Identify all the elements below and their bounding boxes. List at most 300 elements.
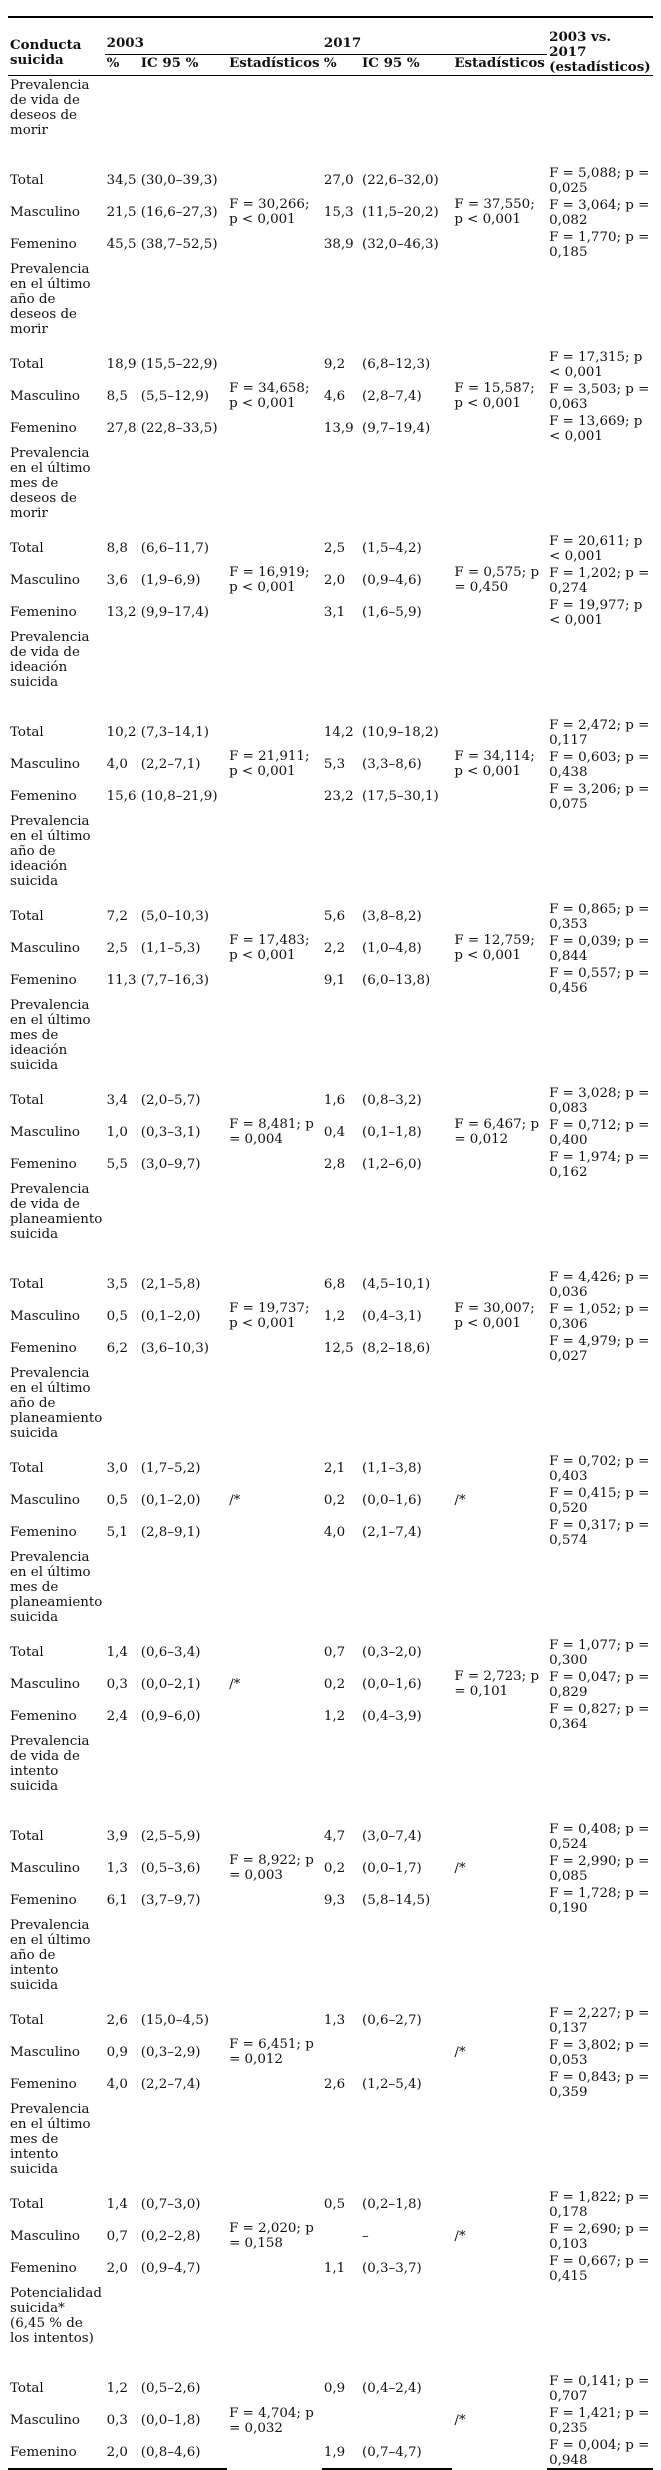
comparison-stat: F = 1,770; p = 0,185: [549, 230, 650, 260]
empty-cell: [360, 260, 452, 348]
ci-2017: (1,2–5,4): [362, 2076, 422, 2092]
empty-cell: [360, 1916, 452, 2004]
row-label: Femenino: [10, 1340, 77, 1356]
ci-2003: (38,7–52,5): [140, 236, 218, 252]
comparison-stat: F = 3,206; p = 0,075: [549, 782, 650, 812]
pct-2003: 1,4: [106, 1644, 128, 1660]
empty-cell: [227, 1548, 322, 1636]
empty-cell: [322, 1916, 360, 2004]
table-row: [8, 1484, 653, 1516]
ci-2003: (2,2–7,4): [140, 2076, 201, 2092]
ci-2003: (0,0–2,1): [140, 1676, 201, 1692]
empty-cell: [227, 2100, 322, 2188]
table-row: [8, 1636, 653, 1668]
pct-2017: 12,5: [323, 1340, 354, 1356]
ci-2017: (0,7–4,7): [360, 2436, 452, 2469]
empty-cell: [452, 1732, 547, 1820]
ci-2017: (0,4–3,1): [362, 1308, 422, 1324]
stats-2003: F = 8,481; p = 0,004: [229, 1117, 314, 1147]
section-header-row: [8, 76, 653, 165]
stats-2017: /*: [454, 2228, 466, 2244]
table-row: [8, 228, 653, 260]
header-ci-2017: IC 95 %: [360, 55, 452, 76]
ci-2003: (15,5–22,9): [140, 356, 218, 372]
empty-cell: [547, 2284, 653, 2372]
empty-cell: [105, 628, 139, 716]
section-header-row: [8, 2100, 653, 2188]
stats-2003: F = 6,451; p = 0,012: [229, 2037, 314, 2067]
empty-cell: [105, 996, 139, 1084]
ci-2017: (0,1–1,8): [362, 1124, 422, 1140]
pct-2003: 0,9: [106, 2044, 128, 2060]
pct-2017: 0,2: [323, 1676, 346, 1692]
stats-2017: /*: [454, 1860, 466, 1876]
stats-2003: F = 19,737; p < 0,001: [229, 1301, 310, 1331]
row-label: Femenino: [10, 788, 77, 804]
ci-2017: (1,6–5,9): [362, 604, 422, 620]
comparison-stat: F = 0,408; p = 0,524: [549, 1822, 650, 1852]
row-label: Total: [10, 2196, 44, 2212]
row-label: Masculino: [10, 940, 80, 956]
comparison-stat: F = 2,227; p = 0,137: [549, 2006, 650, 2036]
row-label: Total: [10, 2380, 44, 2396]
pct-2003: 45,5: [106, 236, 137, 252]
comparison-stat: F = 13,669; p < 0,001: [549, 414, 643, 444]
table-row: [8, 2252, 653, 2284]
empty-cell: [227, 1916, 322, 2004]
ci-2017: (6,8–12,3): [362, 356, 431, 372]
table-row: [8, 380, 653, 412]
ci-2003: (6,6–11,7): [140, 540, 210, 556]
pct-2017: 2,8: [323, 1156, 346, 1172]
ci-2003: (1,1–5,3): [140, 940, 201, 956]
ci-2003: (5,0–10,3): [140, 908, 210, 924]
ci-2003: (0,0–1,8): [140, 2412, 201, 2428]
ci-2017: (5,8–14,5): [362, 1892, 431, 1908]
ci-2003: (0,3–3,1): [140, 1124, 201, 1140]
comparison-stat: F = 0,004; p = 0,948: [547, 2436, 653, 2469]
row-label: Total: [10, 1276, 44, 1292]
ci-2003: (1,7–5,2): [140, 1460, 201, 1476]
pct-2003: 2,0: [105, 2436, 139, 2469]
pct-2003: 1,2: [106, 2380, 128, 2396]
empty-cell: [547, 628, 653, 716]
ci-2017: (11,5–20,2): [362, 204, 439, 220]
empty-cell: [547, 1548, 653, 1636]
row-label: Masculino: [10, 204, 80, 220]
comparison-stat: F = 3,028; p = 0,083: [549, 1086, 650, 1116]
pct-2017: 38,9: [323, 236, 354, 252]
ci-2003: (9,9–17,4): [140, 604, 210, 620]
pct-2017: 4,7: [323, 1828, 346, 1844]
pct-2003: 0,5: [106, 1492, 128, 1508]
ci-2003: (2,2–7,1): [140, 756, 201, 772]
header-pct-2017: %: [322, 55, 360, 76]
section-header-row: [8, 628, 653, 716]
pct-2003: 5,5: [106, 1156, 128, 1172]
row-label: Total: [10, 1460, 44, 1476]
comparison-stat: F = 0,557; p = 0,456: [549, 966, 650, 996]
ci-2017: (2,1–7,4): [362, 1524, 422, 1540]
pct-2003: 3,9: [106, 1828, 128, 1844]
empty-cell: [547, 1732, 653, 1820]
ci-2017: (0,2–1,8): [362, 2196, 422, 2212]
empty-cell: [105, 2100, 139, 2188]
pct-2003: 3,4: [106, 1092, 128, 1108]
header-stats-2003: Estadísticos: [227, 55, 322, 76]
pct-2003: 0,3: [106, 2412, 128, 2428]
table-row: [8, 716, 653, 748]
comparison-stat: F = 1,728; p = 0,190: [549, 1886, 650, 1916]
empty-cell: [547, 812, 653, 900]
empty-cell: [105, 2284, 139, 2372]
stats-2003: F = 8,922; p = 0,003: [229, 1853, 314, 1883]
comparison-stat: F = 0,827; p = 0,364: [549, 1702, 650, 1732]
table-row: [8, 2436, 653, 2469]
empty-cell: [139, 996, 227, 1084]
row-label: Total: [10, 1092, 44, 1108]
empty-cell: [227, 444, 322, 532]
row-label: Femenino: [8, 2436, 105, 2469]
table-row: [8, 1084, 653, 1116]
empty-cell: [322, 1364, 360, 1452]
pct-2017: 2,0: [323, 572, 346, 588]
empty-cell: [322, 1180, 360, 1268]
stats-2017: F = 12,759; p < 0,001: [454, 933, 535, 963]
pct-2003: 11,3: [106, 972, 137, 988]
pct-2003: 15,6: [106, 788, 137, 804]
stats-2003: F = 21,911; p < 0,001: [229, 749, 310, 779]
row-label: Masculino: [10, 756, 80, 772]
empty-cell: [139, 812, 227, 900]
empty-cell: [452, 1916, 547, 2004]
pct-2003: 21,5: [106, 204, 137, 220]
table-row: [8, 2404, 653, 2436]
stats-2003: /*: [229, 1492, 241, 1508]
pct-2017: 1,6: [323, 1092, 346, 1108]
pct-2017: 0,7: [323, 1644, 346, 1660]
empty-cell: [227, 1732, 322, 1820]
comparison-stat: F = 1,052; p = 0,306: [549, 1302, 650, 1332]
empty-cell: [227, 2284, 322, 2372]
empty-cell: [139, 444, 227, 532]
empty-cell: [322, 1548, 360, 1636]
stats-2003: F = 16,919; p < 0,001: [229, 565, 310, 595]
table-row: [8, 2372, 653, 2404]
table-row: [8, 2004, 653, 2036]
empty-cell: [105, 1364, 139, 1452]
stats-2017: /*: [454, 2044, 466, 2060]
empty-cell: [105, 1732, 139, 1820]
comparison-stat: F = 0,712; p = 0,400: [549, 1118, 650, 1148]
pct-2017: 3,1: [323, 604, 346, 620]
pct-2017: 23,2: [323, 788, 354, 804]
comparison-stat: F = 1,202; p = 0,274: [549, 566, 650, 596]
section-title: Prevalencia de vida de planeamiento suicida: [10, 1182, 103, 1242]
table-row: [8, 532, 653, 564]
empty-cell: [322, 76, 360, 165]
empty-cell: [139, 628, 227, 716]
ci-2003: (0,1–2,0): [140, 1492, 201, 1508]
empty-cell: [547, 444, 653, 532]
ci-2017: [360, 2404, 452, 2436]
comparison-stat: F = 1,974; p = 0,162: [549, 1150, 650, 1180]
empty-cell: [105, 260, 139, 348]
section-title: Prevalencia de vida de ideación suicida: [10, 630, 90, 690]
comparison-stat: F = 1,822; p = 0,178: [549, 2190, 650, 2220]
empty-cell: [452, 444, 547, 532]
ci-2003: (2,0–5,7): [140, 1092, 201, 1108]
table-row: [8, 196, 653, 228]
pct-2017: 2,6: [323, 2076, 346, 2092]
empty-cell: [322, 628, 360, 716]
ci-2017: (2,8–7,4): [362, 388, 422, 404]
pct-2017: 13,9: [323, 420, 354, 436]
comparison-stat: F = 4,426; p = 0,036: [549, 1270, 650, 1300]
table-row: [8, 1116, 653, 1148]
ci-2003: (0,9–6,0): [140, 1708, 201, 1724]
table-row: [8, 2036, 653, 2068]
table-row: [8, 412, 653, 444]
ci-2017: (8,2–18,6): [362, 1340, 431, 1356]
row-label: Femenino: [10, 1524, 77, 1540]
empty-cell: [360, 444, 452, 532]
pct-2017: 9,2: [323, 356, 346, 372]
section-title: Prevalencia en el último mes de intento suicida: [10, 2102, 91, 2177]
row-label: Femenino: [10, 236, 77, 252]
comparison-stat: F = 0,702; p = 0,403: [549, 1454, 650, 1484]
pct-2017: 1,1: [323, 2260, 346, 2276]
comparison-stat: F = 2,472; p = 0,117: [549, 718, 650, 748]
empty-cell: [547, 996, 653, 1084]
pct-2017: 2,2: [323, 940, 346, 956]
ci-2003: (7,3–14,1): [140, 724, 210, 740]
empty-cell: [322, 2284, 360, 2372]
table-row: [8, 748, 653, 780]
stats-2003: F = 2,020; p = 0,158: [229, 2221, 314, 2251]
ci-2017: (0,0–1,6): [362, 1492, 422, 1508]
empty-cell: [139, 1732, 227, 1820]
pct-2003: 6,1: [106, 1892, 128, 1908]
pct-2003: 0,3: [106, 1676, 128, 1692]
comparison-stat: F = 0,039; p = 0,844: [549, 934, 650, 964]
stats-2003: F = 17,483; p < 0,001: [229, 933, 310, 963]
pct-2017: 0,9: [323, 2380, 346, 2396]
empty-cell: [547, 1916, 653, 2004]
pct-2003: 1,4: [106, 2196, 128, 2212]
ci-2017: (17,5–30,1): [362, 788, 439, 804]
empty-cell: [360, 1364, 452, 1452]
section-title: Prevalencia de vida de intento suicida: [10, 1734, 90, 1794]
header-ci-2003: IC 95 %: [139, 55, 227, 76]
empty-cell: [547, 1180, 653, 1268]
section-title: Prevalencia en el último año de planeamiento suicida: [10, 1366, 103, 1441]
section-header-row: [8, 812, 653, 900]
empty-cell: [547, 1364, 653, 1452]
table-row: [8, 1668, 653, 1700]
ci-2003: (0,5–3,6): [140, 1860, 201, 1876]
ci-2017: (3,0–7,4): [362, 1828, 422, 1844]
empty-cell: [322, 260, 360, 348]
empty-cell: [227, 996, 322, 1084]
empty-cell: [105, 1916, 139, 2004]
table-row: [8, 348, 653, 380]
ci-2017: (0,0–1,6): [362, 1676, 422, 1692]
empty-cell: [452, 76, 547, 165]
empty-cell: [139, 1180, 227, 1268]
pct-2003: 0,7: [106, 2228, 128, 2244]
stats-2017: F = 37,550; p < 0,001: [454, 197, 535, 227]
row-label: Masculino: [10, 1124, 80, 1140]
pct-2003: 8,5: [106, 388, 128, 404]
empty-cell: [322, 812, 360, 900]
stats-2003: F = 34,658; p < 0,001: [229, 381, 310, 411]
empty-cell: [452, 1548, 547, 1636]
section-header-row: [8, 1732, 653, 1820]
pct-2003: 2,6: [106, 2012, 128, 2028]
ci-2003: (3,7–9,7): [140, 1892, 201, 1908]
ci-2003: (2,8–9,1): [140, 1524, 201, 1540]
section-header-row: [8, 444, 653, 532]
row-label: Femenino: [10, 604, 77, 620]
pct-2003: 7,2: [106, 908, 128, 924]
ci-2017: (1,5–4,2): [362, 540, 422, 556]
header-conducta-suicida: Conducta suicida: [8, 17, 105, 76]
table-body: [8, 76, 653, 2470]
empty-cell: [322, 996, 360, 1084]
pct-2003: 3,5: [106, 1276, 128, 1292]
comparison-stat: F = 0,667; p = 0,415: [549, 2254, 650, 2284]
header-year-2003: 2003: [105, 17, 322, 55]
stats-2017: F = 6,467; p = 0,012: [454, 1117, 540, 1147]
ci-2017: (9,7–19,4): [362, 420, 431, 436]
table-row: [8, 1700, 653, 1732]
ci-2003: (22,8–33,5): [140, 420, 218, 436]
table-row: [8, 564, 653, 596]
empty-cell: [452, 1180, 547, 1268]
pct-2017: 5,6: [323, 908, 346, 924]
section-header-row: [8, 2284, 653, 2372]
ci-2003: (1,9–6,9): [140, 572, 201, 588]
pct-2003: 3,6: [106, 572, 128, 588]
ci-2003: (3,0–9,7): [140, 1156, 201, 1172]
empty-cell: [139, 1916, 227, 2004]
stats-2003: F = 4,704; p = 0,032: [229, 2405, 314, 2436]
pct-2017: 9,1: [323, 972, 346, 988]
row-label: Masculino: [10, 1492, 80, 1508]
table-row: [8, 1852, 653, 1884]
empty-cell: [105, 1548, 139, 1636]
comparison-stat: F = 1,421; p = 0,235: [549, 2406, 650, 2436]
table-row: [8, 964, 653, 996]
pct-2017: 2,5: [323, 540, 346, 556]
comparison-stat: F = 0,047; p = 0,829: [549, 1670, 650, 1700]
table-row: [8, 932, 653, 964]
empty-cell: [139, 1364, 227, 1452]
pct-2003: 27,8: [106, 420, 137, 436]
empty-cell: [322, 2100, 360, 2188]
pct-2003: 10,2: [106, 724, 137, 740]
stats-2003: F = 30,266; p < 0,001: [229, 197, 310, 227]
comparison-stat: F = 2,690; p = 0,103: [549, 2222, 650, 2252]
empty-cell: [139, 2100, 227, 2188]
pct-2017: 4,6: [323, 388, 346, 404]
pct-2017: 1,2: [323, 1308, 346, 1324]
section-title: Prevalencia en el último mes de ideación suicida: [10, 998, 91, 1073]
pct-2017: 1,2: [323, 1708, 346, 1724]
ci-2017: (0,3–2,0): [362, 1644, 422, 1660]
ci-2017: (10,9–18,2): [362, 724, 439, 740]
ci-2003: (0,9–4,7): [140, 2260, 201, 2276]
ci-2017: (0,6–2,7): [362, 2012, 422, 2028]
section-title: Prevalencia en el último año de intento suicida: [10, 1918, 91, 1993]
pct-2017: 1,9: [322, 2436, 360, 2469]
ci-2003: (16,6–27,3): [140, 204, 218, 220]
section-header-row: [8, 1180, 653, 1268]
row-label: Total: [10, 540, 44, 556]
stats-2017: /*: [454, 1492, 466, 1508]
comparison-stat: F = 3,503; p = 0,063: [549, 382, 650, 412]
row-label: Femenino: [10, 1156, 77, 1172]
comparison-stat: F = 0,317; p = 0,574: [549, 1518, 650, 1548]
row-label: Masculino: [10, 2044, 80, 2060]
empty-cell: [227, 812, 322, 900]
pct-2017: 0,2: [323, 1860, 346, 1876]
table-row: [8, 1820, 653, 1852]
ci-2017: (1,1–3,8): [362, 1460, 422, 1476]
ci-2017: (0,8–3,2): [362, 1092, 422, 1108]
ci-2003: (0,2–2,8): [140, 2228, 201, 2244]
empty-cell: [227, 628, 322, 716]
suicidal-behavior-table: [8, 16, 653, 2470]
stats-2003: /*: [229, 1676, 241, 1692]
ci-2003: (30,0–39,3): [140, 172, 218, 188]
comparison-stat: F = 0,843; p = 0,359: [549, 2070, 650, 2100]
empty-cell: [360, 628, 452, 716]
table-row: [8, 1884, 653, 1916]
pct-2003: 6,2: [106, 1340, 128, 1356]
empty-cell: [360, 996, 452, 1084]
empty-cell: [105, 1180, 139, 1268]
empty-cell: [360, 76, 452, 165]
comparison-stat: F = 19,977; p < 0,001: [549, 598, 643, 628]
empty-cell: [139, 260, 227, 348]
ci-2003: (0,8–4,6): [139, 2436, 227, 2469]
ci-2003: (15,0–4,5): [140, 2012, 210, 2028]
empty-cell: [139, 2284, 227, 2372]
comparison-stat: F = 5,088; p = 0,025: [549, 166, 650, 196]
stats-2017: F = 30,007; p < 0,001: [454, 1301, 535, 1331]
comparison-stat: F = 20,611; p < 0,001: [549, 534, 643, 564]
empty-cell: [452, 2100, 547, 2188]
ci-2003: (2,5–5,9): [140, 1828, 201, 1844]
empty-cell: [452, 2284, 547, 2372]
pct-2003: 18,9: [106, 356, 137, 372]
empty-cell: [322, 1732, 360, 1820]
ci-2017: (3,3–8,6): [362, 756, 422, 772]
empty-cell: [547, 260, 653, 348]
row-label: Masculino: [10, 388, 80, 404]
ci-2017: [360, 2036, 452, 2068]
comparison-stat: F = 0,865; p = 0,353: [549, 902, 650, 932]
table-row: [8, 1300, 653, 1332]
empty-cell: [139, 76, 227, 165]
pct-2003: 8,8: [106, 540, 128, 556]
empty-cell: [139, 1548, 227, 1636]
ci-2017: (0,4–3,9): [362, 1708, 422, 1724]
stats-2017: F = 2,723; p = 0,101: [454, 1669, 540, 1699]
empty-cell: [105, 444, 139, 532]
